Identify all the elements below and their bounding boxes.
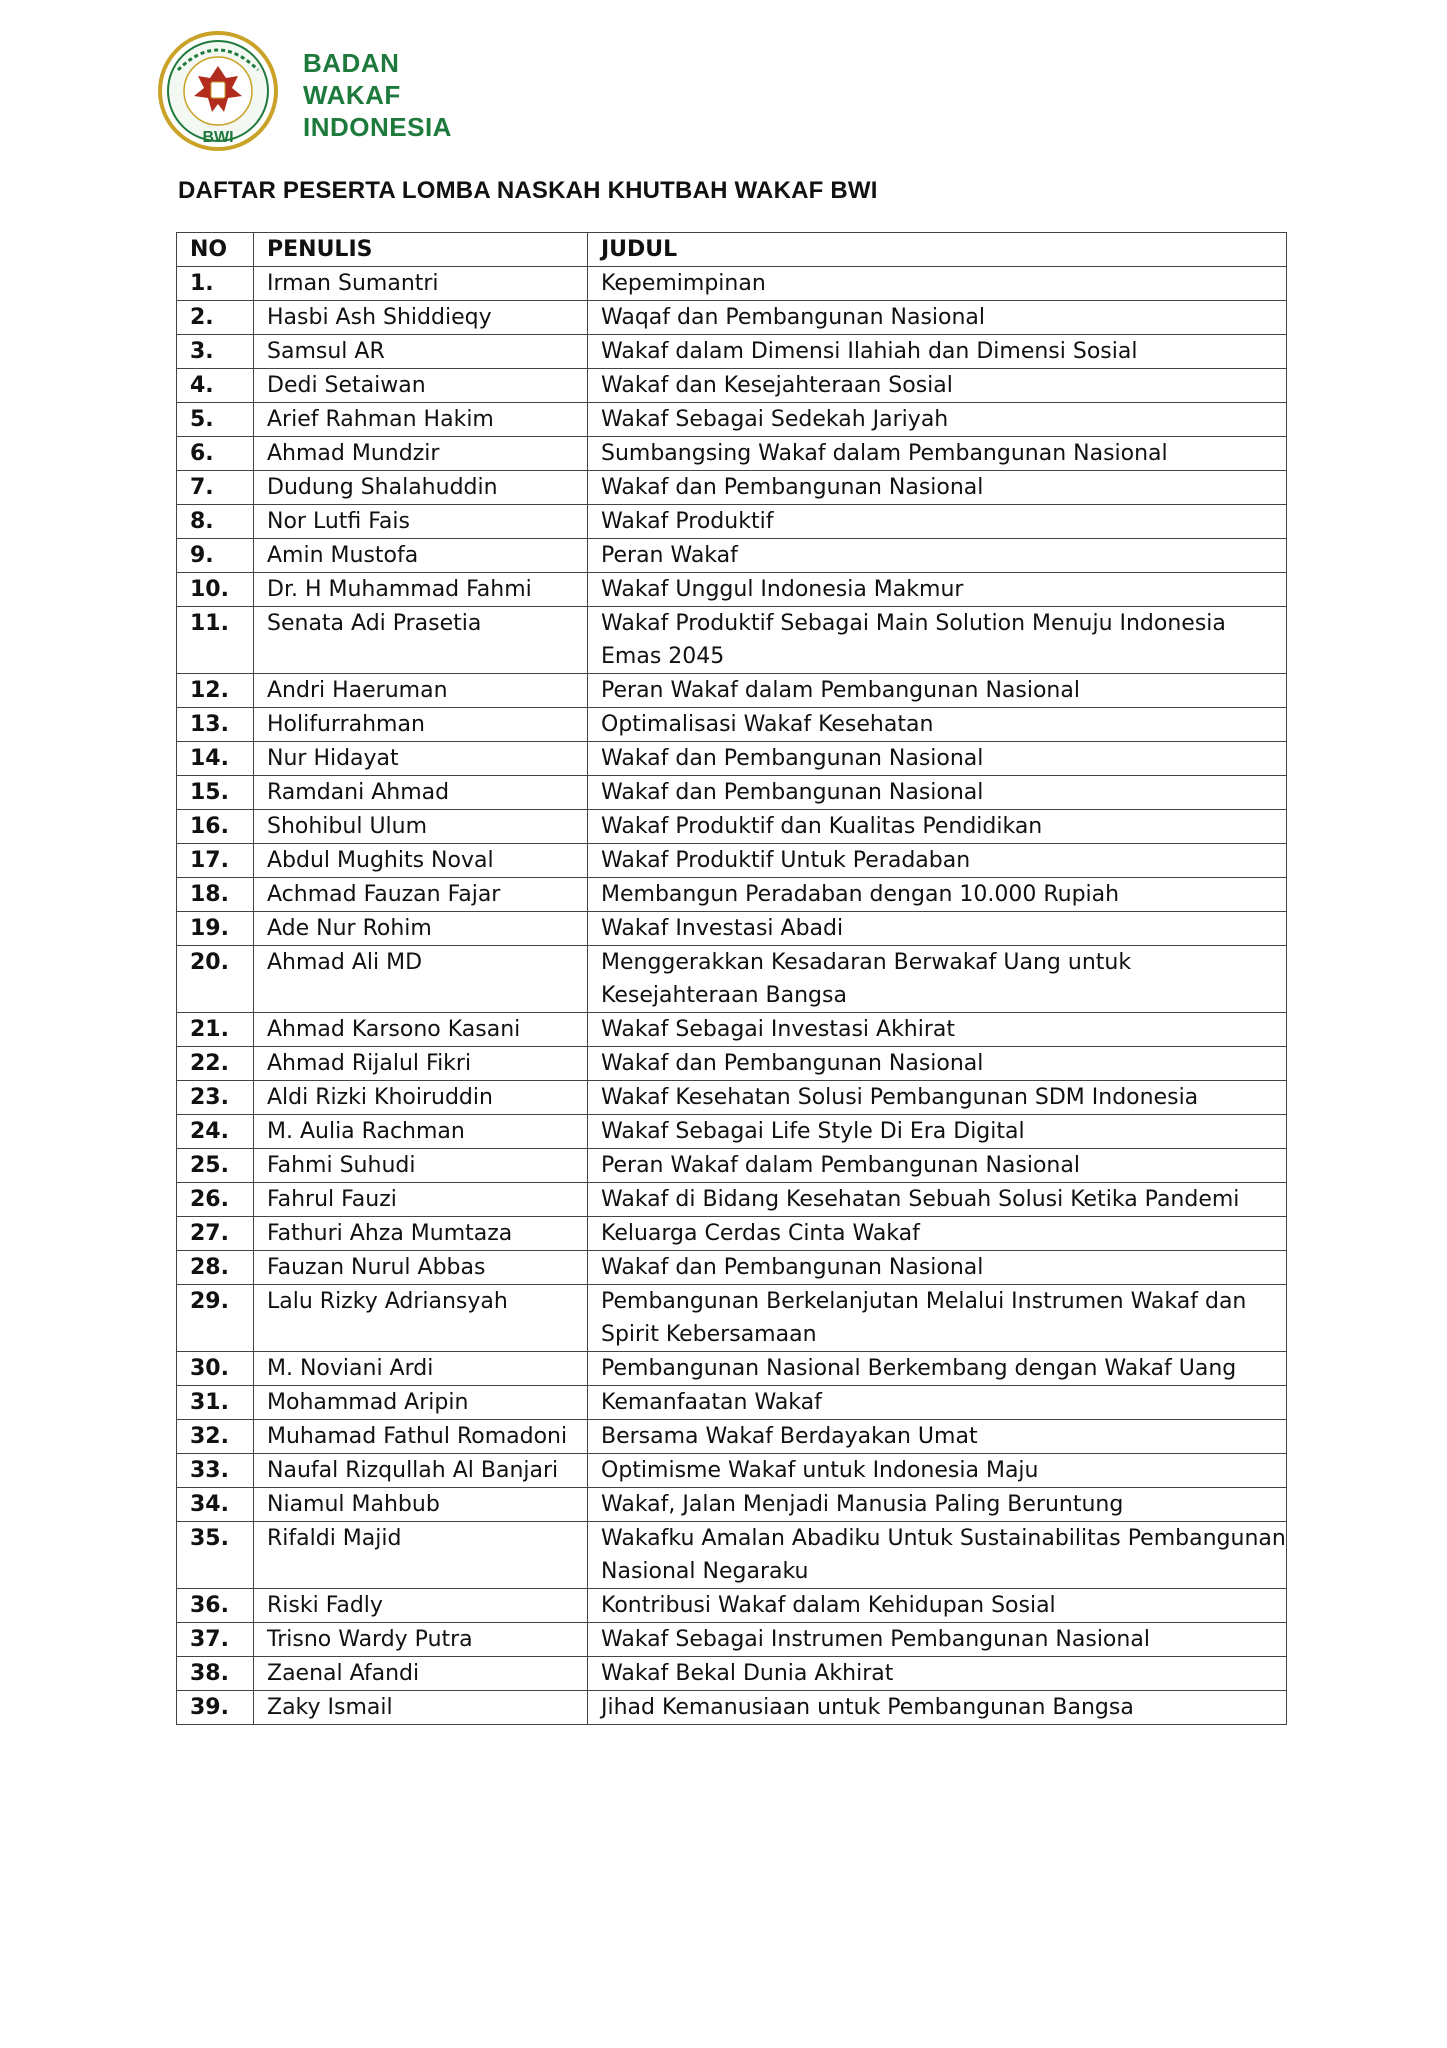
table-row [177, 1352, 1287, 1386]
cell-penulis: Ahmad Rijalul Fikri [254, 1047, 588, 1081]
cell-judul: Membangun Peradaban dengan 10.000 Rupiah [588, 878, 1287, 912]
table-row [177, 505, 1287, 539]
cell-judul: Kemanfaatan Wakaf [588, 1386, 1287, 1420]
table-row [177, 1386, 1287, 1420]
cell-penulis: Zaenal Afandi [254, 1657, 588, 1691]
table-row [177, 539, 1287, 573]
table-row [177, 1522, 1287, 1589]
cell-judul: Wakaf dan Pembangunan Nasional [588, 776, 1287, 810]
table-row [177, 471, 1287, 505]
brand-line-1: BADAN [303, 48, 400, 78]
table-row [177, 708, 1287, 742]
cell-judul: Pembangunan Nasional Berkembang dengan Wakaf Uang [588, 1352, 1287, 1386]
table-row [177, 437, 1287, 471]
cell-penulis: M. Aulia Rachman [254, 1115, 588, 1149]
table-header-row [177, 233, 1287, 267]
cell-penulis: Arief Rahman Hakim [254, 403, 588, 437]
cell-penulis: Trisno Wardy Putra [254, 1623, 588, 1657]
cell-no: 3. [177, 335, 254, 369]
table-row [177, 1488, 1287, 1522]
table-row [177, 1623, 1287, 1657]
table-row [177, 1251, 1287, 1285]
cell-penulis: Senata Adi Prasetia [254, 607, 588, 674]
cell-penulis: Andri Haeruman [254, 674, 588, 708]
cell-judul: Wakaf dan Pembangunan Nasional [588, 1047, 1287, 1081]
cell-no: 14. [177, 742, 254, 776]
cell-no: 6. [177, 437, 254, 471]
cell-judul: Kepemimpinan [588, 267, 1287, 301]
table-row [177, 607, 1287, 674]
brand-line-2: WAKAF [303, 80, 401, 110]
table-row [177, 301, 1287, 335]
cell-no: 5. [177, 403, 254, 437]
cell-penulis: Fahrul Fauzi [254, 1183, 588, 1217]
cell-penulis: Ramdani Ahmad [254, 776, 588, 810]
table-row [177, 1115, 1287, 1149]
cell-judul: Sumbangsing Wakaf dalam Pembangunan Nasional [588, 437, 1287, 471]
table-row [177, 1047, 1287, 1081]
cell-no: 11. [177, 607, 254, 674]
cell-no: 31. [177, 1386, 254, 1420]
cell-penulis: Hasbi Ash Shiddieqy [254, 301, 588, 335]
cell-no: 13. [177, 708, 254, 742]
table-row [177, 1691, 1287, 1725]
cell-no: 12. [177, 674, 254, 708]
cell-no: 15. [177, 776, 254, 810]
cell-penulis: Dr. H Muhammad Fahmi [254, 573, 588, 607]
cell-no: 32. [177, 1420, 254, 1454]
table-row [177, 946, 1287, 1013]
cell-no: 37. [177, 1623, 254, 1657]
document-title: DAFTAR PESERTA LOMBA NASKAH KHUTBAH WAKAF BWI [178, 177, 878, 204]
seal-label: BWI [202, 129, 234, 146]
cell-penulis: Fathuri Ahza Mumtaza [254, 1217, 588, 1251]
cell-penulis: Fahmi Suhudi [254, 1149, 588, 1183]
cell-penulis: Rifaldi Majid [254, 1522, 588, 1589]
cell-no: 21. [177, 1013, 254, 1047]
cell-judul: Wakaf Produktif dan Kualitas Pendidikan [588, 810, 1287, 844]
table-row [177, 573, 1287, 607]
cell-penulis: M. Noviani Ardi [254, 1352, 588, 1386]
cell-penulis: Ade Nur Rohim [254, 912, 588, 946]
cell-judul: Peran Wakaf [588, 539, 1287, 573]
table-row [177, 810, 1287, 844]
cell-judul: Wakaf Investasi Abadi [588, 912, 1287, 946]
table-row [177, 335, 1287, 369]
cell-penulis: Abdul Mughits Noval [254, 844, 588, 878]
column-header-no: NO [177, 233, 254, 267]
cell-judul: Wakaf dan Kesejahteraan Sosial [588, 369, 1287, 403]
organization-logo [156, 30, 466, 152]
cell-judul: Keluarga Cerdas Cinta Wakaf [588, 1217, 1287, 1251]
table-row [177, 1420, 1287, 1454]
cell-no: 34. [177, 1488, 254, 1522]
cell-judul: Optimalisasi Wakaf Kesehatan [588, 708, 1287, 742]
cell-no: 30. [177, 1352, 254, 1386]
cell-no: 4. [177, 369, 254, 403]
table-row [177, 1149, 1287, 1183]
cell-no: 19. [177, 912, 254, 946]
cell-penulis: Samsul AR [254, 335, 588, 369]
table-row [177, 369, 1287, 403]
cell-judul: Peran Wakaf dalam Pembangunan Nasional [588, 674, 1287, 708]
cell-judul: Menggerakkan Kesadaran Berwakaf Uang untuk Kesejahteraan Bangsa [588, 946, 1287, 1013]
cell-penulis: Ahmad Karsono Kasani [254, 1013, 588, 1047]
cell-no: 22. [177, 1047, 254, 1081]
cell-judul: Wakafku Amalan Abadiku Untuk Sustainabilitas Pembangunan Nasional Negaraku [588, 1522, 1287, 1589]
cell-no: 2. [177, 301, 254, 335]
cell-no: 7. [177, 471, 254, 505]
cell-no: 33. [177, 1454, 254, 1488]
cell-no: 17. [177, 844, 254, 878]
table-row [177, 1081, 1287, 1115]
cell-no: 10. [177, 573, 254, 607]
cell-penulis: Fauzan Nurul Abbas [254, 1251, 588, 1285]
cell-judul: Wakaf Produktif [588, 505, 1287, 539]
cell-judul: Peran Wakaf dalam Pembangunan Nasional [588, 1149, 1287, 1183]
cell-no: 20. [177, 946, 254, 1013]
cell-judul: Wakaf Unggul Indonesia Makmur [588, 573, 1287, 607]
table-row [177, 1183, 1287, 1217]
cell-judul: Wakaf dan Pembangunan Nasional [588, 471, 1287, 505]
cell-no: 25. [177, 1149, 254, 1183]
cell-penulis: Dedi Setaiwan [254, 369, 588, 403]
cell-judul: Pembangunan Berkelanjutan Melalui Instrumen Wakaf dan Spirit Kebersamaan [588, 1285, 1287, 1352]
cell-no: 16. [177, 810, 254, 844]
cell-no: 8. [177, 505, 254, 539]
cell-judul: Wakaf Kesehatan Solusi Pembangunan SDM Indonesia [588, 1081, 1287, 1115]
table-row [177, 1013, 1287, 1047]
cell-penulis: Mohammad Aripin [254, 1386, 588, 1420]
cell-no: 23. [177, 1081, 254, 1115]
cell-no: 24. [177, 1115, 254, 1149]
cell-judul: Optimisme Wakaf untuk Indonesia Maju [588, 1454, 1287, 1488]
table-row [177, 1657, 1287, 1691]
participants-table [176, 232, 1287, 1725]
cell-judul: Wakaf Sebagai Sedekah Jariyah [588, 403, 1287, 437]
cell-penulis: Ahmad Mundzir [254, 437, 588, 471]
cell-judul: Kontribusi Wakaf dalam Kehidupan Sosial [588, 1589, 1287, 1623]
brand-line-3: INDONESIA [303, 112, 452, 142]
cell-judul: Waqaf dan Pembangunan Nasional [588, 301, 1287, 335]
cell-judul: Wakaf di Bidang Kesehatan Sebuah Solusi Ketika Pandemi [588, 1183, 1287, 1217]
cell-penulis: Muhamad Fathul Romadoni [254, 1420, 588, 1454]
cell-no: 18. [177, 878, 254, 912]
cell-judul: Bersama Wakaf Berdayakan Umat [588, 1420, 1287, 1454]
cell-no: 39. [177, 1691, 254, 1725]
table-row [177, 403, 1287, 437]
cell-judul: Wakaf Produktif Untuk Peradaban [588, 844, 1287, 878]
cell-penulis: Dudung Shalahuddin [254, 471, 588, 505]
cell-no: 1. [177, 267, 254, 301]
cell-no: 29. [177, 1285, 254, 1352]
cell-penulis: Nur Hidayat [254, 742, 588, 776]
table-row [177, 674, 1287, 708]
cell-judul: Wakaf dan Pembangunan Nasional [588, 742, 1287, 776]
cell-no: 35. [177, 1522, 254, 1589]
table-row [177, 844, 1287, 878]
cell-penulis: Ahmad Ali MD [254, 946, 588, 1013]
cell-no: 9. [177, 539, 254, 573]
table-row [177, 742, 1287, 776]
column-header-penulis: PENULIS [254, 233, 588, 267]
cell-penulis: Achmad Fauzan Fajar [254, 878, 588, 912]
cell-penulis: Zaky Ismail [254, 1691, 588, 1725]
cell-penulis: Shohibul Ulum [254, 810, 588, 844]
cell-penulis: Irman Sumantri [254, 267, 588, 301]
cell-no: 27. [177, 1217, 254, 1251]
cell-no: 38. [177, 1657, 254, 1691]
table-row [177, 776, 1287, 810]
cell-penulis: Amin Mustofa [254, 539, 588, 573]
cell-penulis: Aldi Rizki Khoiruddin [254, 1081, 588, 1115]
cell-judul: Wakaf Bekal Dunia Akhirat [588, 1657, 1287, 1691]
table-row [177, 1285, 1287, 1352]
table-row [177, 1217, 1287, 1251]
column-header-judul: JUDUL [588, 233, 1287, 267]
table-row [177, 912, 1287, 946]
cell-penulis: Holifurrahman [254, 708, 588, 742]
cell-judul: Wakaf dan Pembangunan Nasional [588, 1251, 1287, 1285]
bwi-seal-icon [156, 30, 286, 152]
cell-no: 28. [177, 1251, 254, 1285]
cell-judul: Wakaf, Jalan Menjadi Manusia Paling Beruntung [588, 1488, 1287, 1522]
cell-penulis: Nor Lutfi Fais [254, 505, 588, 539]
cell-judul: Wakaf Produktif Sebagai Main Solution Menuju Indonesia Emas 2045 [588, 607, 1287, 674]
cell-no: 36. [177, 1589, 254, 1623]
cell-judul: Wakaf Sebagai Instrumen Pembangunan Nasional [588, 1623, 1287, 1657]
cell-judul: Wakaf Sebagai Investasi Akhirat [588, 1013, 1287, 1047]
cell-penulis: Lalu Rizky Adriansyah [254, 1285, 588, 1352]
table-row [177, 878, 1287, 912]
table-row [177, 1454, 1287, 1488]
cell-penulis: Niamul Mahbub [254, 1488, 588, 1522]
table-row [177, 267, 1287, 301]
cell-judul: Wakaf Sebagai Life Style Di Era Digital [588, 1115, 1287, 1149]
cell-judul: Jihad Kemanusiaan untuk Pembangunan Bangsa [588, 1691, 1287, 1725]
cell-judul: Wakaf dalam Dimensi Ilahiah dan Dimensi Sosial [588, 335, 1287, 369]
cell-penulis: Naufal Rizqullah Al Banjari [254, 1454, 588, 1488]
cell-penulis: Riski Fadly [254, 1589, 588, 1623]
table-row [177, 1589, 1287, 1623]
cell-no: 26. [177, 1183, 254, 1217]
